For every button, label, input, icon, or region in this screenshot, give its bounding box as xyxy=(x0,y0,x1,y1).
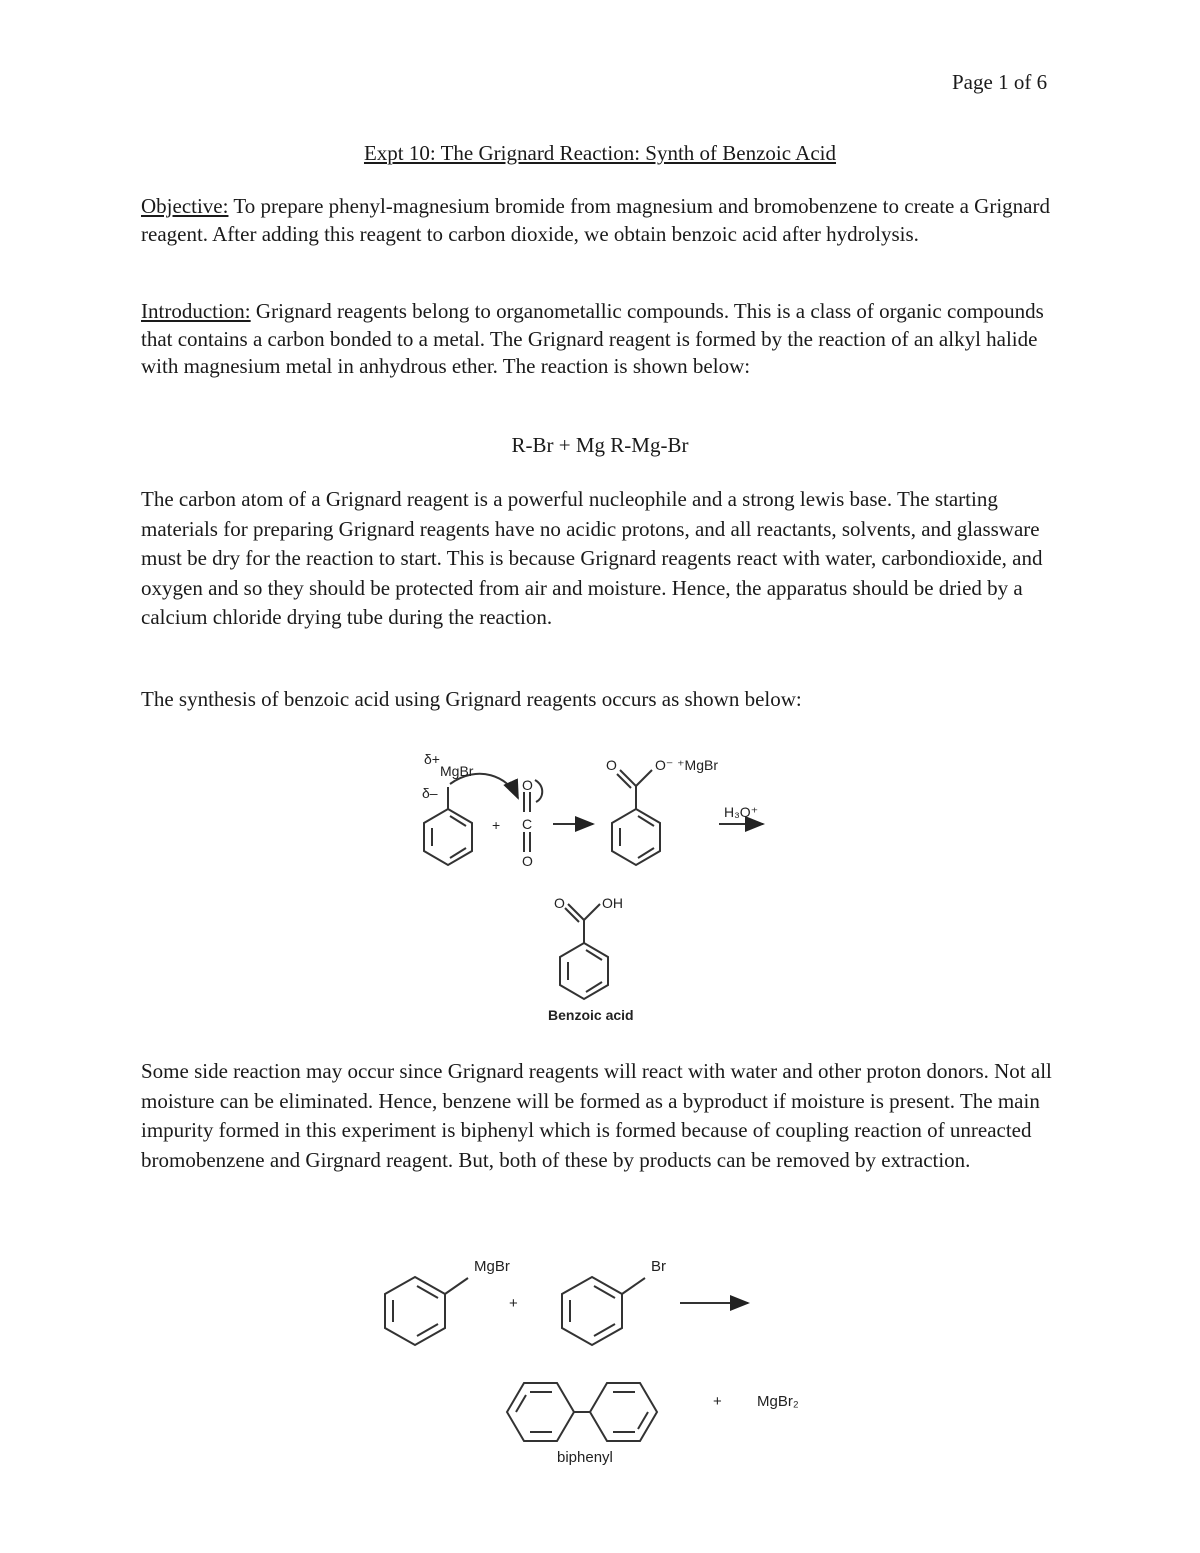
document-title-row xyxy=(0,141,1200,166)
introduction-text: Grignard reagents belong to organometallic compounds. This is a class of organic compounds that contains a carbon bonded to a metal. The Grignard reagent is formed by the reaction of an alkyl halide with magnesium metal in anhydrous ether. The reaction is shown below: xyxy=(141,299,1044,378)
co2-bottom-oxygen: O xyxy=(522,853,533,869)
benzoic-acid-oxygen: O xyxy=(554,895,565,911)
grignard-mgbr-label: MgBr xyxy=(474,1258,510,1275)
benzoic-acid-synthesis-scheme xyxy=(0,740,1200,1030)
objective-label: Objective: xyxy=(141,194,229,218)
hydronium-label: H₃O⁺ xyxy=(724,804,759,820)
objective-paragraph xyxy=(141,193,1061,248)
mgbr2-label: MgBr₂ xyxy=(757,1393,799,1410)
grignard-formation-equation: R-Br + Mg R-Mg-Br xyxy=(511,433,689,457)
biphenyl-side-reaction-scheme xyxy=(0,1245,1200,1475)
plus-sign: + xyxy=(492,817,501,833)
introduction-label: Introduction: xyxy=(141,299,251,323)
benzoic-acid-label: Benzoic acid xyxy=(548,1007,634,1023)
side-reaction-paragraph: Some side reaction may occur since Grignard reagents will react with water and other proton donors. Not all moisture can be eliminated. Hence, benzene will be formed as a byproduct if moisture is present. The main impurity formed in this experiment is biphenyl which is formed because of coupling reaction of unreacted bromobenzene and Girgnard reagent. But, both of these by products can be removed by extraction. xyxy=(141,1059,1052,1172)
pi-bond-arrow xyxy=(535,780,542,802)
carboxylate-anion-label: O⁻ ⁺MgBr xyxy=(655,757,719,773)
co2-carbon: C xyxy=(522,816,533,832)
carboxylate-oxygen: O xyxy=(606,757,617,773)
benzoic-acid-oh: OH xyxy=(602,895,623,911)
mgbr-label: MgBr xyxy=(440,763,474,779)
nucleophile-paragraph: The carbon atom of a Grignard reagent is a powerful nucleophile and a strong lewis base. The starting materials for preparing Grignard reagents have no acidic protons, and all reactants, solvents, and glassware must be dry for the reaction to start. This is because Grignard reagents react with water, carbondioxide, and oxygen and so they should be protected from air and moisture. Hence, the apparatus should be dried by a calcium chloride drying tube during the reaction. xyxy=(141,487,1043,630)
synthesis-paragraph: The synthesis of benzoic acid using Grignard reagents occurs as shown below: xyxy=(141,687,802,711)
co2-top-oxygen: O xyxy=(522,777,533,793)
plus-sign-3: + xyxy=(713,1393,722,1410)
biphenyl-label: biphenyl xyxy=(557,1449,613,1466)
introduction-paragraph xyxy=(141,298,1061,381)
objective-text: To prepare phenyl-magnesium bromide from magnesium and bromobenzene to create a Grignard reagent. After adding this reagent to carbon dioxide, we obtain benzoic acid after hydrolysis. xyxy=(141,194,1050,246)
plus-sign-2: + xyxy=(509,1295,518,1312)
bromo-br-label: Br xyxy=(651,1258,666,1275)
page-number: Page 1 of 6 xyxy=(952,70,1048,94)
delta-minus-label: δ– xyxy=(422,785,438,801)
document-title: Expt 10: The Grignard Reaction: Synth of Benzoic Acid xyxy=(363,141,837,165)
delta-plus-label: δ+ xyxy=(424,751,440,767)
